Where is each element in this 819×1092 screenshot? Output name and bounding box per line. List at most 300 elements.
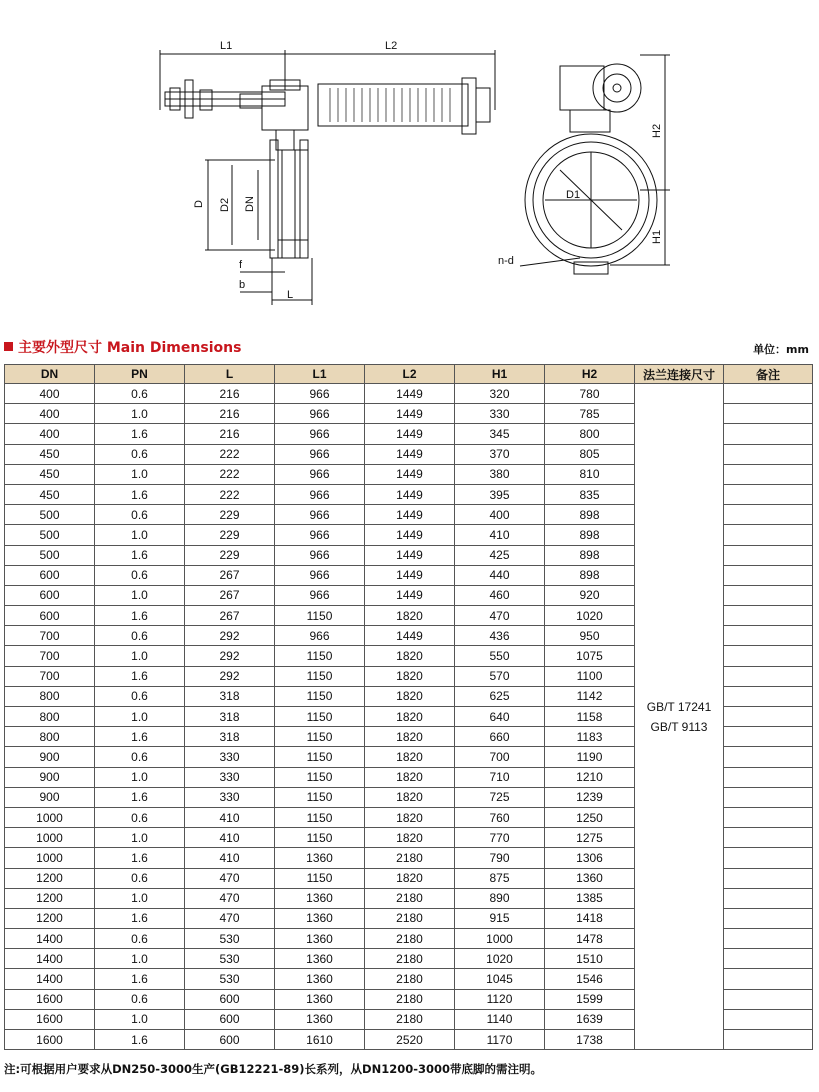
table-cell: 966 <box>275 585 365 605</box>
table-cell: 710 <box>455 767 545 787</box>
label-d2: D2 <box>219 197 231 212</box>
table-cell: 785 <box>545 404 635 424</box>
table-cell: 1360 <box>275 848 365 868</box>
table-cell: 1599 <box>545 989 635 1009</box>
table-cell: 530 <box>185 969 275 989</box>
table-cell: 1.6 <box>95 484 185 504</box>
remark-cell <box>724 424 813 444</box>
table-cell: 1.0 <box>95 464 185 484</box>
table-cell: 600 <box>5 585 95 605</box>
table-cell: 292 <box>185 666 275 686</box>
table-cell: 1.6 <box>95 908 185 928</box>
side-view-drawing <box>160 50 495 305</box>
technical-drawings <box>0 0 819 330</box>
table-cell: 1820 <box>365 686 455 706</box>
table-cell: 450 <box>5 444 95 464</box>
remark-cell <box>724 384 813 404</box>
table-cell: 320 <box>455 384 545 404</box>
remark-cell <box>724 848 813 868</box>
table-cell: 1000 <box>5 807 95 827</box>
table-cell: 1075 <box>545 646 635 666</box>
table-cell: 1449 <box>365 384 455 404</box>
table-cell: 425 <box>455 545 545 565</box>
table-cell: 800 <box>545 424 635 444</box>
table-cell: 1200 <box>5 908 95 928</box>
table-cell: 1820 <box>365 807 455 827</box>
remark-cell <box>724 565 813 585</box>
table-cell: 292 <box>185 646 275 666</box>
column-header: DN <box>5 365 95 384</box>
table-cell: 800 <box>5 727 95 747</box>
column-header: H2 <box>545 365 635 384</box>
table-cell: 1400 <box>5 969 95 989</box>
table-cell: 600 <box>5 606 95 626</box>
table-cell: 0.6 <box>95 384 185 404</box>
table-cell: 470 <box>185 868 275 888</box>
table-cell: 400 <box>5 424 95 444</box>
table-cell: 2180 <box>365 989 455 1009</box>
table-cell: 318 <box>185 727 275 747</box>
table-body <box>5 384 813 1050</box>
table-cell: 1142 <box>545 686 635 706</box>
table-cell: 0.6 <box>95 807 185 827</box>
remark-cell <box>724 868 813 888</box>
table-cell: 898 <box>545 565 635 585</box>
table-cell: 267 <box>185 606 275 626</box>
table-cell: 1.0 <box>95 1009 185 1029</box>
table-cell: 600 <box>185 989 275 1009</box>
table-cell: 640 <box>455 707 545 727</box>
table-cell: 229 <box>185 525 275 545</box>
table-cell: 267 <box>185 585 275 605</box>
table-cell: 1020 <box>545 606 635 626</box>
table-cell: 1183 <box>545 727 635 747</box>
table-row <box>5 384 813 404</box>
table-cell: 460 <box>455 585 545 605</box>
table-cell: 1360 <box>275 969 365 989</box>
table-cell: 1045 <box>455 969 545 989</box>
table-cell: 500 <box>5 545 95 565</box>
table-cell: 900 <box>5 747 95 767</box>
table-cell: 1820 <box>365 828 455 848</box>
remark-cell <box>724 807 813 827</box>
table-cell: 900 <box>5 767 95 787</box>
column-header: L1 <box>275 365 365 384</box>
table-cell: 1150 <box>275 707 365 727</box>
table-cell: 345 <box>455 424 545 444</box>
table-cell: 900 <box>5 787 95 807</box>
table-cell: 1820 <box>365 747 455 767</box>
remark-cell <box>724 404 813 424</box>
remark-cell <box>724 484 813 504</box>
table-cell: 966 <box>275 545 365 565</box>
table-cell: 810 <box>545 464 635 484</box>
table-cell: 570 <box>455 666 545 686</box>
table-cell: 790 <box>455 848 545 868</box>
table-cell: 1.0 <box>95 585 185 605</box>
table-cell: 760 <box>455 807 545 827</box>
table-cell: 1.6 <box>95 545 185 565</box>
table-cell: 1449 <box>365 464 455 484</box>
table-cell: 1400 <box>5 949 95 969</box>
table-cell: 530 <box>185 949 275 969</box>
table-cell: 1.0 <box>95 888 185 908</box>
table-cell: 1639 <box>545 1009 635 1029</box>
table-cell: 966 <box>275 404 365 424</box>
remark-cell <box>724 505 813 525</box>
table-cell: 380 <box>455 464 545 484</box>
table-cell: 267 <box>185 565 275 585</box>
table-cell: 966 <box>275 505 365 525</box>
remark-cell <box>724 969 813 989</box>
table-cell: 966 <box>275 525 365 545</box>
table-cell: 0.6 <box>95 626 185 646</box>
table-cell: 470 <box>185 888 275 908</box>
table-cell: 966 <box>275 384 365 404</box>
table-cell: 450 <box>5 484 95 504</box>
table-cell: 1510 <box>545 949 635 969</box>
table-cell: 1.6 <box>95 606 185 626</box>
remark-cell <box>724 1030 813 1050</box>
table-cell: 1.0 <box>95 949 185 969</box>
table-cell: 0.6 <box>95 444 185 464</box>
table-cell: 1275 <box>545 828 635 848</box>
table-cell: 1150 <box>275 727 365 747</box>
table-cell: 1449 <box>365 505 455 525</box>
table-cell: 660 <box>455 727 545 747</box>
table-cell: 805 <box>545 444 635 464</box>
table-cell: 470 <box>455 606 545 626</box>
table-cell: 700 <box>455 747 545 767</box>
table-cell: 835 <box>545 484 635 504</box>
table-cell: 1150 <box>275 666 365 686</box>
table-cell: 1600 <box>5 989 95 1009</box>
label-d: D <box>193 200 205 208</box>
front-view-drawing <box>520 55 670 274</box>
table-cell: 1820 <box>365 767 455 787</box>
table-cell: 950 <box>545 626 635 646</box>
remark-cell <box>724 686 813 706</box>
table-cell: 1360 <box>275 888 365 908</box>
table-cell: 2180 <box>365 969 455 989</box>
table-cell: 725 <box>455 787 545 807</box>
table-cell: 1449 <box>365 424 455 444</box>
table-cell: 2520 <box>365 1030 455 1050</box>
table-cell: 370 <box>455 444 545 464</box>
table-cell: 700 <box>5 626 95 646</box>
table-cell: 1449 <box>365 585 455 605</box>
table-cell: 0.6 <box>95 868 185 888</box>
table-cell: 1360 <box>275 908 365 928</box>
remark-cell <box>724 929 813 949</box>
table-cell: 770 <box>455 828 545 848</box>
table-cell: 1449 <box>365 404 455 424</box>
table-cell: 222 <box>185 444 275 464</box>
table-cell: 966 <box>275 464 365 484</box>
table-cell: 2180 <box>365 1009 455 1029</box>
table-cell: 410 <box>185 807 275 827</box>
table-cell: 292 <box>185 626 275 646</box>
remark-cell <box>724 545 813 565</box>
table-cell: 400 <box>5 384 95 404</box>
table-cell: 898 <box>545 545 635 565</box>
table-cell: 330 <box>185 767 275 787</box>
column-header: L <box>185 365 275 384</box>
table-cell: 1.0 <box>95 707 185 727</box>
section-header <box>4 337 815 359</box>
table-cell: 1449 <box>365 545 455 565</box>
table-cell: 318 <box>185 686 275 706</box>
table-cell: 898 <box>545 525 635 545</box>
table-cell: 1150 <box>275 747 365 767</box>
table-cell: 410 <box>185 828 275 848</box>
table-cell: 1820 <box>365 707 455 727</box>
table-cell: 1.6 <box>95 424 185 444</box>
table-cell: 1250 <box>545 807 635 827</box>
table-cell: 1360 <box>275 929 365 949</box>
table-cell: 1020 <box>455 949 545 969</box>
label-f: f <box>239 259 243 271</box>
table-cell: 216 <box>185 384 275 404</box>
table-cell: 1360 <box>275 1009 365 1029</box>
table-cell: 530 <box>185 929 275 949</box>
table-cell: 1140 <box>455 1009 545 1029</box>
table-cell: 1360 <box>275 989 365 1009</box>
label-dn: DN <box>244 196 256 212</box>
table-cell: 1150 <box>275 868 365 888</box>
table-cell: 915 <box>455 908 545 928</box>
section-title <box>4 337 241 357</box>
table-cell: 2180 <box>365 908 455 928</box>
remark-cell <box>724 787 813 807</box>
table-cell: 1150 <box>275 807 365 827</box>
table-cell: 0.6 <box>95 686 185 706</box>
table-cell: 0.6 <box>95 565 185 585</box>
table-cell: 216 <box>185 404 275 424</box>
flange-standard-line: GB/T 9113 <box>650 719 708 734</box>
table-cell: 0.6 <box>95 747 185 767</box>
remark-cell <box>724 646 813 666</box>
table-cell: 222 <box>185 484 275 504</box>
table-cell: 2180 <box>365 848 455 868</box>
table-cell: 966 <box>275 444 365 464</box>
label-b: b <box>239 279 246 291</box>
table-cell: 1820 <box>365 606 455 626</box>
table-cell: 330 <box>455 404 545 424</box>
table-cell: 229 <box>185 545 275 565</box>
remark-cell <box>724 888 813 908</box>
table-cell: 1820 <box>365 727 455 747</box>
table-cell: 2180 <box>365 888 455 908</box>
table-cell: 436 <box>455 626 545 646</box>
flange-standard-line: GB/T 17241 <box>646 699 712 714</box>
table-cell: 800 <box>5 707 95 727</box>
label-d1: D1 <box>566 189 581 201</box>
label-h2: H2 <box>651 123 663 138</box>
table-cell: 1306 <box>545 848 635 868</box>
label-nd: n-d <box>498 255 514 267</box>
unit-label: 单位：mm <box>753 343 809 356</box>
table-cell: 1200 <box>5 888 95 908</box>
table-cell: 1820 <box>365 787 455 807</box>
table-cell: 1478 <box>545 929 635 949</box>
table-cell: 1449 <box>365 626 455 646</box>
table-cell: 550 <box>455 646 545 666</box>
table-cell: 890 <box>455 888 545 908</box>
table-cell: 1.6 <box>95 1030 185 1050</box>
table-cell: 1418 <box>545 908 635 928</box>
table-cell: 600 <box>185 1009 275 1029</box>
table-cell: 2180 <box>365 949 455 969</box>
table-cell: 1400 <box>5 929 95 949</box>
table-cell: 330 <box>185 787 275 807</box>
remark-cell <box>724 444 813 464</box>
table-cell: 1600 <box>5 1009 95 1029</box>
remark-cell <box>724 989 813 1009</box>
table-header-row <box>5 365 813 384</box>
table-cell: 1120 <box>455 989 545 1009</box>
table-cell: 1150 <box>275 828 365 848</box>
table-cell: 1000 <box>5 828 95 848</box>
column-header: 法兰连接尺寸 <box>635 365 724 384</box>
table-cell: 966 <box>275 626 365 646</box>
table-cell: 1150 <box>275 686 365 706</box>
table-cell: 1150 <box>275 767 365 787</box>
valve-drawing <box>0 0 819 330</box>
table-cell: 1.6 <box>95 727 185 747</box>
remark-cell <box>724 828 813 848</box>
table-cell: 1449 <box>365 444 455 464</box>
table-cell: 318 <box>185 707 275 727</box>
column-header: PN <box>95 365 185 384</box>
table-cell: 400 <box>5 404 95 424</box>
table-cell: 500 <box>5 505 95 525</box>
table-cell: 1158 <box>545 707 635 727</box>
remark-cell <box>724 1009 813 1029</box>
table-cell: 410 <box>455 525 545 545</box>
table-cell: 1738 <box>545 1030 635 1050</box>
table-cell: 600 <box>185 1030 275 1050</box>
table-cell: 1150 <box>275 606 365 626</box>
table-cell: 898 <box>545 505 635 525</box>
table-cell: 410 <box>185 848 275 868</box>
table-cell: 229 <box>185 505 275 525</box>
table-cell: 0.6 <box>95 505 185 525</box>
table-cell: 600 <box>5 565 95 585</box>
remark-cell <box>724 585 813 605</box>
table-cell: 1546 <box>545 969 635 989</box>
table-cell: 1100 <box>545 666 635 686</box>
table-cell: 966 <box>275 565 365 585</box>
table-cell: 0.6 <box>95 929 185 949</box>
table-cell: 875 <box>455 868 545 888</box>
table-cell: 0.6 <box>95 989 185 1009</box>
table-cell: 1150 <box>275 646 365 666</box>
table-cell: 1820 <box>365 666 455 686</box>
table-cell: 440 <box>455 565 545 585</box>
table-cell: 2180 <box>365 929 455 949</box>
flange-standard-cell <box>635 384 724 1050</box>
table-cell: 1360 <box>275 949 365 969</box>
section-title-text: 主要外型尺寸 Main Dimensions <box>18 340 242 356</box>
table-cell: 1.6 <box>95 969 185 989</box>
table-cell: 1.0 <box>95 767 185 787</box>
table-cell: 700 <box>5 646 95 666</box>
label-h1: H1 <box>651 229 663 244</box>
table-cell: 1000 <box>5 848 95 868</box>
label-l1: L1 <box>220 40 233 52</box>
table-cell: 1.0 <box>95 404 185 424</box>
table-cell: 1170 <box>455 1030 545 1050</box>
table-cell: 1449 <box>365 565 455 585</box>
table-cell: 470 <box>185 908 275 928</box>
table-cell: 1610 <box>275 1030 365 1050</box>
table-cell: 1.0 <box>95 646 185 666</box>
footnote: 注:可根据用户要求从DN250-3000生产(GB12221-89)长系列，从DN1200-3000带底脚的需注明。 <box>4 1062 543 1076</box>
remark-cell <box>724 606 813 626</box>
remark-cell <box>724 747 813 767</box>
column-header: 备注 <box>724 365 813 384</box>
table-cell: 1360 <box>545 868 635 888</box>
table-cell: 1385 <box>545 888 635 908</box>
label-l2: L2 <box>385 40 398 52</box>
remark-cell <box>724 908 813 928</box>
label-l: L <box>287 289 294 301</box>
table-cell: 450 <box>5 464 95 484</box>
table-cell: 1.0 <box>95 828 185 848</box>
square-bullet-icon <box>4 342 13 351</box>
remark-cell <box>724 626 813 646</box>
table-cell: 395 <box>455 484 545 504</box>
table-cell: 1210 <box>545 767 635 787</box>
remark-cell <box>724 767 813 787</box>
table-cell: 1.0 <box>95 525 185 545</box>
table-cell: 966 <box>275 424 365 444</box>
table-cell: 216 <box>185 424 275 444</box>
table-cell: 1449 <box>365 484 455 504</box>
table-cell: 1200 <box>5 868 95 888</box>
table-cell: 700 <box>5 666 95 686</box>
table-cell: 800 <box>5 686 95 706</box>
table-cell: 1.6 <box>95 787 185 807</box>
table-cell: 1449 <box>365 525 455 545</box>
table-cell: 920 <box>545 585 635 605</box>
remark-cell <box>724 464 813 484</box>
table-cell: 966 <box>275 484 365 504</box>
remark-cell <box>724 707 813 727</box>
dimensions-table <box>4 364 813 1050</box>
table-cell: 1.6 <box>95 848 185 868</box>
remark-cell <box>724 949 813 969</box>
column-header: L2 <box>365 365 455 384</box>
table-cell: 1190 <box>545 747 635 767</box>
table-cell: 1000 <box>455 929 545 949</box>
table-cell: 1.6 <box>95 666 185 686</box>
table-cell: 222 <box>185 464 275 484</box>
table-cell: 330 <box>185 747 275 767</box>
table-cell: 1600 <box>5 1030 95 1050</box>
table-cell: 500 <box>5 525 95 545</box>
table-cell: 780 <box>545 384 635 404</box>
table-cell: 1150 <box>275 787 365 807</box>
table-cell: 625 <box>455 686 545 706</box>
table-cell: 1239 <box>545 787 635 807</box>
table-cell: 400 <box>455 505 545 525</box>
column-header: H1 <box>455 365 545 384</box>
table-cell: 1820 <box>365 868 455 888</box>
remark-cell <box>724 727 813 747</box>
table-cell: 1820 <box>365 646 455 666</box>
